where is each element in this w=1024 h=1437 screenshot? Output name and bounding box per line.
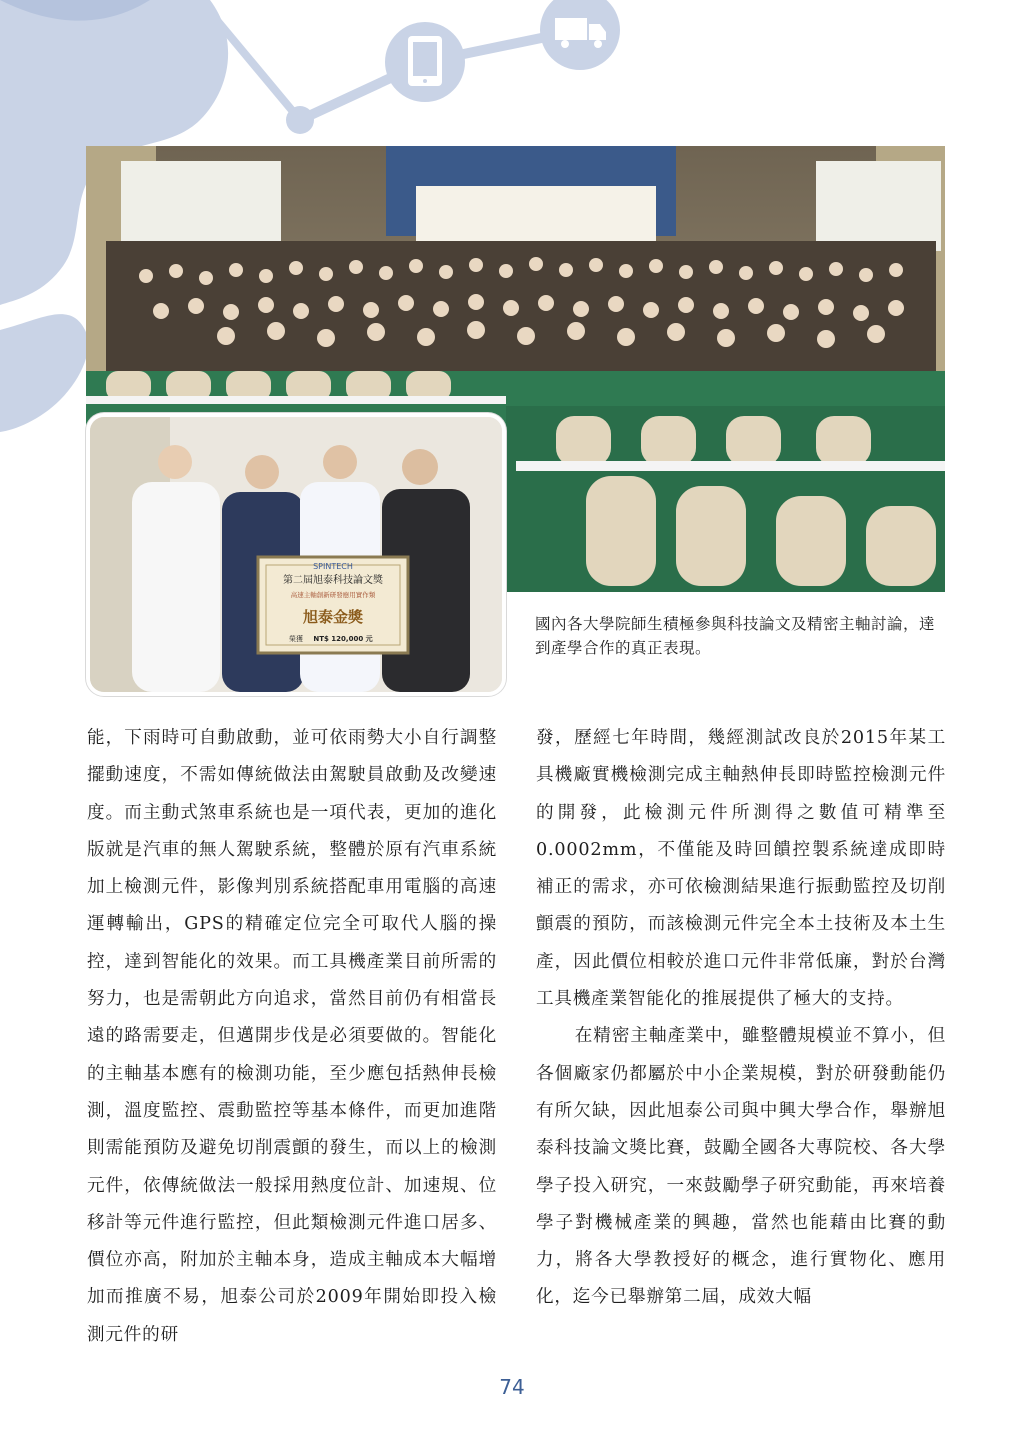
plaque-prize: NT$ 120,000 元 <box>313 635 373 643</box>
plaque-award: 旭泰金獎 <box>302 608 364 626</box>
photo-caption: 國內各大學院師生積極參與科技論文及精密主軸討論，達到產學合作的真正表現。 <box>535 615 936 657</box>
body-column-left <box>87 720 497 1354</box>
body-paragraph: 能，下雨時可自動啟動，並可依雨勢大小自行調整擺動速度，不需如傳統做法由駕駛員啟動及改變速度。而主動式煞車系統也是一項代表，更加的進化版就是汽車的無人駕駛系統，整體於原有汽車系統加上檢測元件，影像判別系統搭配車用電腦的高速運轉輸出，GPS的精確定位完全可取代人腦的操控，達到智能化的效果。而工具機產業目前所需的努力，也是需朝此方向追求，當然目前仍有相當長遠的路需要走，但邁開步伐是必須要做的。智能化的主軸基本應有的檢測功能，至少應包括熱伸長檢測，溫度監控、震動監控等基本條件，而更加進階則需能預防及避免切削震顫的發生，而以上的檢測元件，依傳統做法一般採用熱度位計、加速規、位移計等元件進行監控，但此類檢測元件進口居多、價位亦高，附加於主軸本身，造成主軸成本大幅增加而推廣不易，旭泰公司於2009年開始即投入檢測元件的研 <box>87 728 497 1345</box>
body-column-right <box>536 720 946 1317</box>
tablet-icon <box>385 22 465 102</box>
plaque-prize-label: 榮獲 <box>289 635 303 643</box>
truck-icon <box>540 0 620 70</box>
body-paragraph: 在精密主軸產業中，雖整體規模並不算小，但各個廠家仍都屬於中小企業規模，對於研發動能仍有所欠缺，因此旭泰公司與中興大學合作，舉辦旭泰科技論文獎比賽，鼓勵全國各大專院校、各大學學子投入研究，一來鼓勵學子研究動能，再來培養學子對機械產業的興趣，當然也能藉由比賽的動力，將各大學教授好的概念，進行實物化、應用化，迄今已舉辦第二屆，成效大幅 <box>536 1026 946 1308</box>
plaque-brand: SPINTECH <box>313 562 353 571</box>
plaque-title: 第二屆旭泰科技論文獎 <box>283 575 383 586</box>
plaque-subtitle: 高速主軸創新研發應用實作類 <box>290 591 376 599</box>
award-ceremony-photo <box>86 413 506 696</box>
body-paragraph: 發，歷經七年時間，幾經測試改良於2015年某工具機廠實機檢測完成主軸熱伸長即時監控檢測元件的開發，此檢測元件所測得之數值可精準至0.0002mm，不僅能及時回饋控製系統達成即時補正的需求，亦可依檢測結果進行振動監控及切削顫震的預防，而該檢測元件完全本土技術及本土生產，因此價位相較於進口元件非常低廉，對於台灣工具機產業智能化的推展提供了極大的支持。 <box>536 728 946 1010</box>
page-number: 74 <box>499 1375 525 1399</box>
